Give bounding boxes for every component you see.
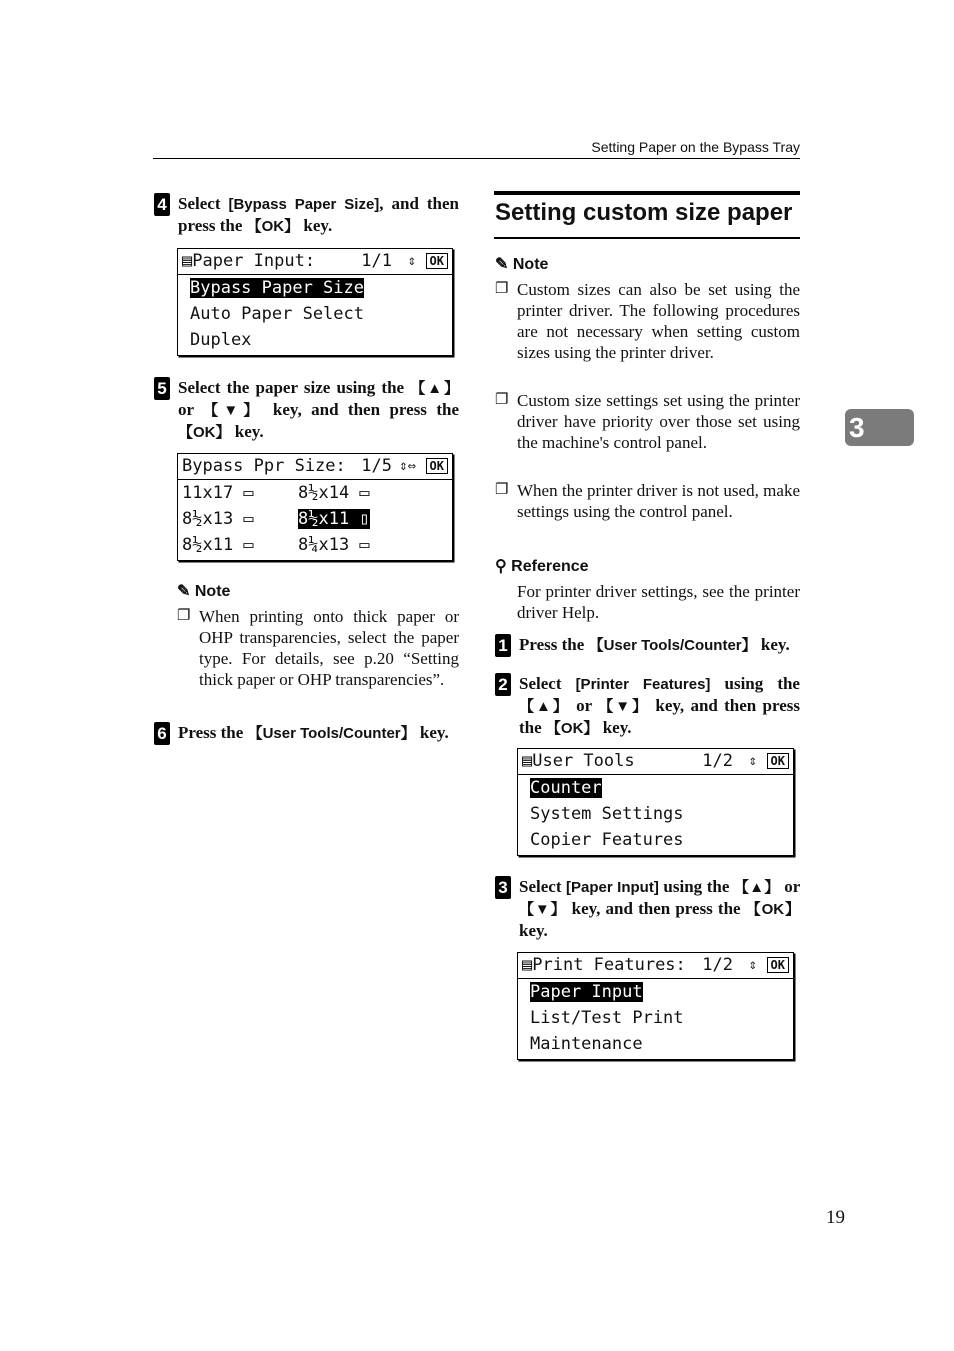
- lcd-row-selected: Paper Input: [530, 982, 643, 1002]
- ok-icon: OK: [426, 458, 448, 474]
- up-down-arrow-icon: ⇕: [407, 253, 416, 269]
- header-rule: [153, 158, 800, 159]
- checkbox-bullet-icon: ❐: [495, 482, 509, 498]
- lcd-title: Paper Input:: [192, 251, 316, 271]
- step-6: [154, 722, 464, 744]
- step-2-text-mid: key, and then press the: [519, 696, 800, 737]
- paper-orientation-icon: ▭: [233, 535, 254, 555]
- paper-orientation-icon: ▭: [233, 509, 254, 529]
- paper-size-option: 11x17: [182, 483, 234, 503]
- step-3-text-end: key.: [519, 921, 548, 940]
- pencil-icon: ✎: [177, 583, 191, 600]
- user-tools-counter-key: 【User Tools/Counter】: [247, 725, 416, 742]
- lcd-row: Duplex: [190, 330, 252, 350]
- step-6-text: Press the: [178, 723, 248, 742]
- lcd-user-tools: [517, 748, 794, 856]
- step-5-text-or: or: [178, 400, 204, 419]
- ok-icon: OK: [767, 753, 789, 769]
- step-2-text-using: using the: [710, 674, 800, 693]
- page-number: 19: [826, 1207, 845, 1228]
- note-item: [495, 390, 800, 453]
- paper-size-option: 8½x11: [182, 535, 234, 555]
- paper-size-option: 8½x13: [182, 509, 234, 529]
- step-6-text-end: key.: [415, 723, 449, 742]
- pencil-icon: ✎: [495, 256, 509, 273]
- reference-item: [495, 581, 800, 623]
- note-item-text: When the printer driver is not used, make settings using the control panel.: [517, 481, 800, 521]
- step-5: [154, 377, 459, 443]
- step-4-text: Select: [178, 194, 229, 213]
- lcd-bypass-paper-size: [177, 453, 453, 561]
- ok-icon: OK: [767, 957, 789, 973]
- step-2-text-or: or: [569, 696, 599, 715]
- step-2-text: Select: [519, 674, 576, 693]
- lcd-title: User Tools: [532, 751, 635, 771]
- step-3-text-using: using the: [658, 877, 734, 896]
- menu-list-icon: ▤: [522, 955, 533, 975]
- checkbox-bullet-icon: ❐: [495, 281, 509, 297]
- section-rule-top: [494, 191, 800, 195]
- reference-text: For printer driver settings, see the printer driver Help.: [517, 582, 800, 622]
- note-heading: [177, 581, 230, 601]
- menu-printer-features: [Printer Features]: [575, 676, 711, 693]
- note-heading-text: Note: [194, 583, 231, 600]
- step-4-text-end: key.: [299, 216, 333, 235]
- lcd-row-selected: Bypass Paper Size: [190, 278, 364, 298]
- note-item: [495, 279, 800, 363]
- lcd-row-selected: Counter: [530, 778, 602, 798]
- lcd-row: Maintenance: [530, 1034, 643, 1054]
- menu-bypass-paper-size: [Bypass Paper Size]: [228, 196, 380, 213]
- step-4-text-mid: , and then press the: [178, 194, 459, 235]
- ok-key: 【OK】: [178, 424, 231, 441]
- step-5-number: 5: [154, 377, 170, 400]
- step-4-number: 4: [154, 193, 170, 216]
- step-3-text-mid: key, and then press the: [566, 899, 746, 918]
- lcd-row: Copier Features: [530, 830, 684, 850]
- ok-icon: OK: [426, 253, 448, 269]
- note-heading-text: Note: [512, 256, 549, 273]
- lcd-row: Auto Paper Select: [190, 304, 364, 324]
- menu-list-icon: ▤: [182, 251, 193, 271]
- reference-heading: [495, 556, 589, 576]
- reference-heading-text: Reference: [511, 558, 589, 575]
- step-1-text: Press the: [519, 635, 589, 654]
- running-header: Setting Paper on the Bypass Tray: [591, 139, 800, 155]
- lcd-title: Print Features:: [532, 955, 686, 975]
- note-item-text: Custom sizes can also be set using the printer driver. The following procedures are not necessary when setting custom sizes using the printer driver.: [517, 280, 800, 362]
- step-1: [495, 634, 800, 656]
- step-1-text-end: key.: [756, 635, 790, 654]
- section-rule-bottom: [494, 237, 800, 239]
- step-3-text: Select: [519, 877, 567, 896]
- note-item: [495, 480, 800, 522]
- menu-paper-input: [Paper Input]: [566, 879, 659, 896]
- paper-size-option: 8¼x13: [298, 535, 350, 555]
- step-5-text-mid: key, and then press the: [263, 400, 459, 419]
- ok-key: 【OK】: [545, 720, 599, 737]
- checkbox-bullet-icon: ❐: [495, 392, 509, 408]
- lcd-page: 1/2: [702, 955, 733, 975]
- step-3: [495, 876, 800, 941]
- user-tools-counter-key: 【User Tools/Counter】: [588, 637, 757, 654]
- lcd-page: 1/5: [361, 456, 392, 476]
- step-5-text-end: key.: [230, 422, 264, 441]
- step-2-text-end: key.: [598, 718, 632, 737]
- chapter-tab: 3: [845, 409, 914, 446]
- magnifier-icon: ⚲: [495, 558, 507, 575]
- paper-orientation-icon: ▭: [349, 535, 370, 555]
- lcd-print-features: [517, 952, 794, 1060]
- lcd-page: 1/1: [361, 251, 392, 271]
- up-down-arrow-icon: ⇕: [748, 957, 757, 973]
- paper-orientation-icon: ▯: [349, 509, 370, 529]
- paper-size-option-selected: 8½x11: [298, 509, 350, 529]
- four-way-arrow-icon: ⇕⇔: [399, 458, 416, 474]
- lcd-row: List/Test Print: [530, 1008, 684, 1028]
- lcd-row: System Settings: [530, 804, 684, 824]
- checkbox-bullet-icon: ❐: [177, 608, 191, 624]
- lcd-paper-input: [177, 248, 453, 356]
- note-item-text: Custom size settings set using the printer driver have priority over those set using the machine's control panel.: [517, 391, 800, 452]
- ok-key: 【OK】: [745, 901, 800, 918]
- step-3-text-or: or: [779, 877, 800, 896]
- step-5-text: Select the paper size using the: [178, 378, 411, 397]
- note-item-text: When printing onto thick paper or OHP transparencies, select the paper type. For details, see p.20 “Setting thick paper or OHP transparencies”.: [199, 607, 459, 689]
- step-1-number: 1: [495, 634, 511, 657]
- step-3-number: 3: [495, 876, 511, 899]
- down-key: 【▼】: [519, 901, 567, 918]
- paper-orientation-icon: ▭: [349, 483, 370, 503]
- up-key: 【▲】: [733, 879, 780, 896]
- section-title: Setting custom size paper: [495, 199, 793, 226]
- step-4: [154, 193, 459, 237]
- up-key: 【▲】: [410, 380, 459, 397]
- menu-list-icon: ▤: [522, 751, 533, 771]
- ok-key: 【OK】: [246, 218, 300, 235]
- lcd-title: Bypass Ppr Size:: [182, 456, 346, 476]
- lcd-page: 1/2: [702, 751, 733, 771]
- note-item: [177, 606, 459, 690]
- step-2: [495, 673, 800, 739]
- down-key: 【▼】: [203, 402, 264, 419]
- step-6-number: 6: [154, 722, 170, 745]
- up-down-arrow-icon: ⇕: [748, 753, 757, 769]
- up-key: 【▲】: [519, 698, 570, 715]
- paper-size-option: 8½x14: [298, 483, 350, 503]
- down-key: 【▼】: [598, 698, 650, 715]
- paper-orientation-icon: ▭: [233, 483, 254, 503]
- note-heading: [495, 254, 548, 274]
- step-2-number: 2: [495, 673, 511, 696]
